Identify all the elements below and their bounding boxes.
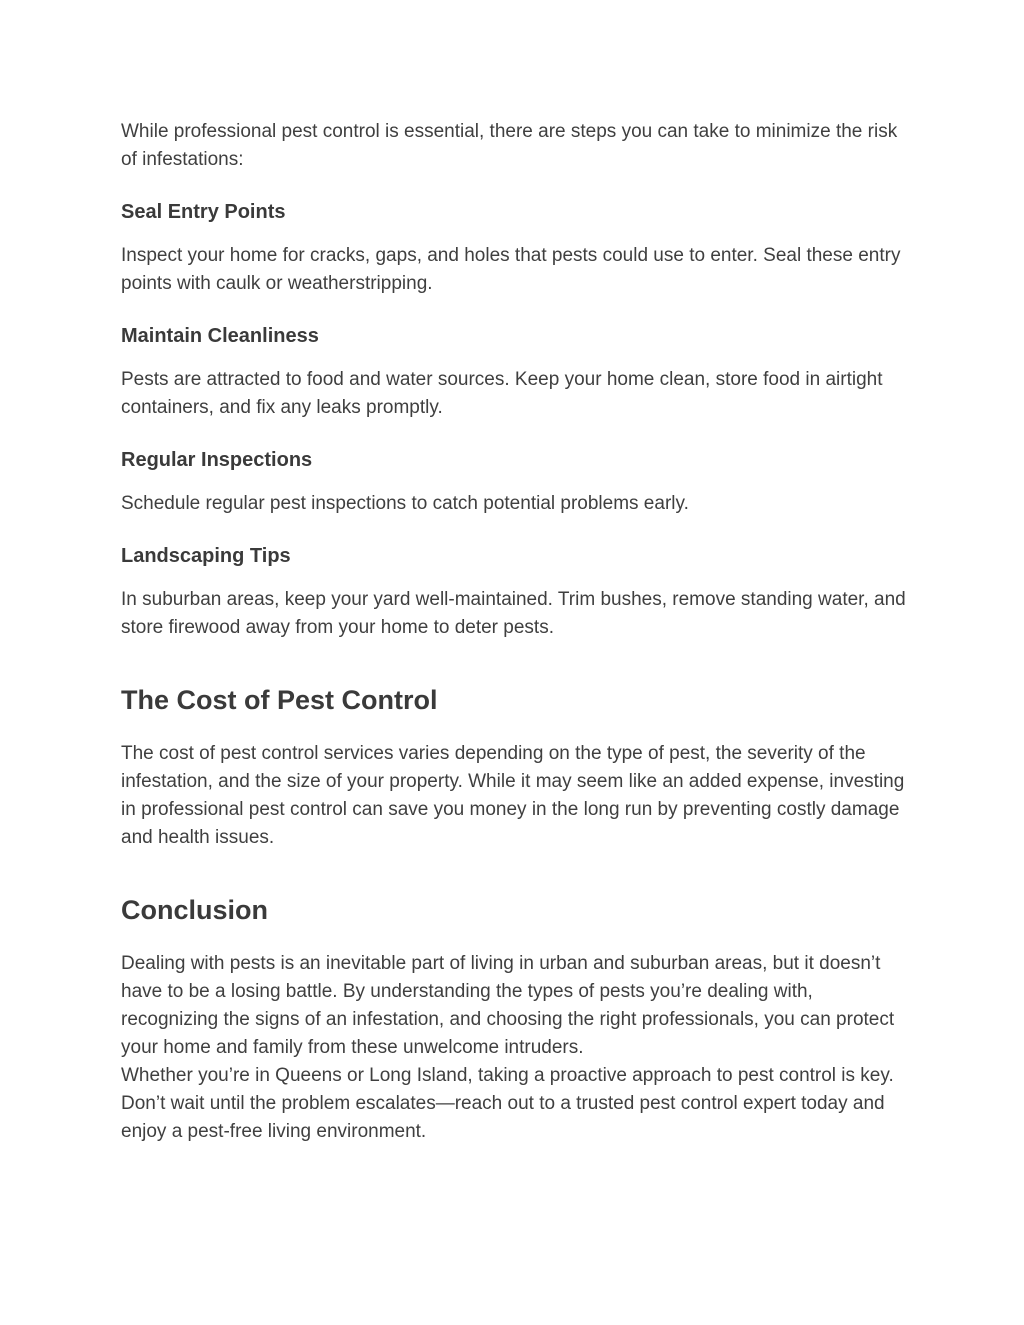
tip-body: Schedule regular pest inspections to catch potential problems early. bbox=[121, 493, 689, 514]
tip-heading: Maintain Cleanliness bbox=[121, 325, 319, 347]
tip-body: In suburban areas, keep your yard well-maintained. Trim bushes, remove standing water, and store firewood away from your home to deter pests. bbox=[121, 589, 906, 638]
tip-regular-inspections bbox=[121, 446, 911, 518]
cost-section bbox=[121, 682, 911, 852]
section-heading: The Cost of Pest Control bbox=[121, 685, 438, 715]
tip-body: Inspect your home for cracks, gaps, and holes that pests could use to enter. Seal these entry points with caulk or weatherstripping. bbox=[121, 245, 901, 294]
tip-heading: Regular Inspections bbox=[121, 449, 313, 471]
section-heading: Conclusion bbox=[121, 895, 268, 925]
section-paragraph: Whether you’re in Queens or Long Island, taking a proactive approach to pest control is key. Don’t wait until the problem escalates—reach out to a trusted pest control expert today and enjoy a pest-free living environment. bbox=[121, 1065, 894, 1142]
tip-body: Pests are attracted to food and water sources. Keep your home clean, store food in airtight containers, and fix any leaks promptly. bbox=[121, 369, 883, 418]
intro-paragraph: While professional pest control is essential, there are steps you can take to minimize the risk of infestations: bbox=[121, 121, 898, 170]
tip-heading: Seal Entry Points bbox=[121, 201, 286, 223]
section-paragraph: Dealing with pests is an inevitable part of living in urban and suburban areas, but it doesn’t have to be a losing battle. By understanding the types of pests you’re dealing with, recognizing the signs of an infestation, and choosing the right professionals, you can protect your home and family from these unwelcome intruders. bbox=[121, 953, 895, 1058]
section-paragraph: The cost of pest control services varies depending on the type of pest, the severity of the infestation, and the size of your property. While it may seem like an added expense, investing in professional pest control can save you money in the long run by preventing costly damage and health issues. bbox=[121, 743, 905, 848]
tip-landscaping-tips bbox=[121, 542, 911, 642]
tip-maintain-cleanliness bbox=[121, 322, 911, 422]
tip-seal-entry-points bbox=[121, 198, 911, 298]
conclusion-section bbox=[121, 892, 911, 1146]
document-page bbox=[121, 118, 911, 1146]
tip-heading: Landscaping Tips bbox=[121, 545, 291, 567]
